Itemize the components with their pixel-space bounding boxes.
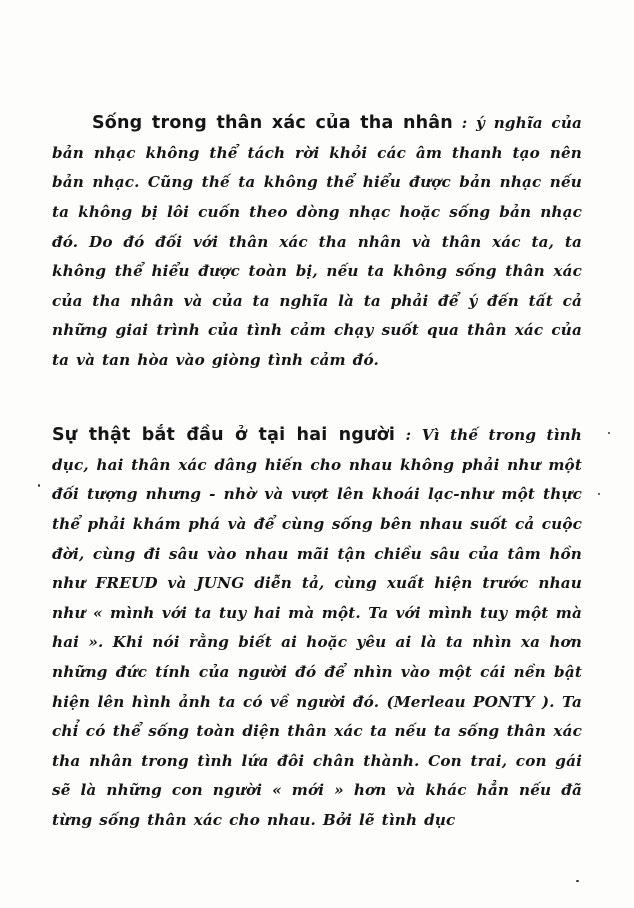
scan-speck (38, 484, 40, 487)
scan-speck (608, 432, 610, 434)
paragraph-song-trong-than-xac (52, 109, 582, 375)
scan-speck (576, 880, 579, 882)
paragraph-body: : Vì thế trong tình dục, hai thân xác dâng hiến cho nhau không phải như một đối tượng nhưng - nhờ và vượt lên khoái lạc-như một thực thể phải khám phá và để cùng sống bên nhau suốt cả cuộc đời, cùng đi sâu vào nhau mãi tận chiều sâu của tâm hồn như FREUD và JUNG diễn tả, cùng xuất hiện trước nhau như « mình với ta tuy hai mà một. Ta với mình tuy một mà hai ». Khi nói rằng biết ai hoặc yêu ai là ta nhìn xa hơn những đức tính của người đó để nhìn vào một cái nền bật hiện lên hình ảnh ta có về người đó. (Merleau PONTY ). Ta chỉ có thể sống toàn diện thân xác ta nếu ta sống thân xác tha nhân trong tình lứa đôi chân thành. Con trai, con gái sẽ là những con người « mới » hơn và khác hẳn nếu đã từng sống thân xác cho nhau. Bởi lẽ tình dục (52, 426, 582, 829)
paragraph-body: : ý nghĩa của bản nhạc không thể tách rời khỏi các âm thanh tạo nên bản nhạc. Cũng thế ta không thể hiểu được bản nhạc nếu ta không bị lôi cuốn theo dòng nhạc hoặc sống bản nhạc đó. Do đó đối với thân xác tha nhân và thân xác ta, ta không thể hiểu được toàn bị, nếu ta không sống thân xác của tha nhân và của ta nghĩa là ta phải để ý đến tất cả những giai trình của tình cảm chạy suốt qua thân xác của ta và tan hòa vào giòng tình cảm đó. (52, 114, 583, 369)
paragraph-heading: Sự thật bắt đầu ở tại hai người (52, 425, 396, 446)
scan-speck (598, 493, 600, 495)
paragraph-su-that-bat-dau (52, 421, 582, 835)
paragraph-heading: Sống trong thân xác của tha nhân (92, 113, 453, 134)
